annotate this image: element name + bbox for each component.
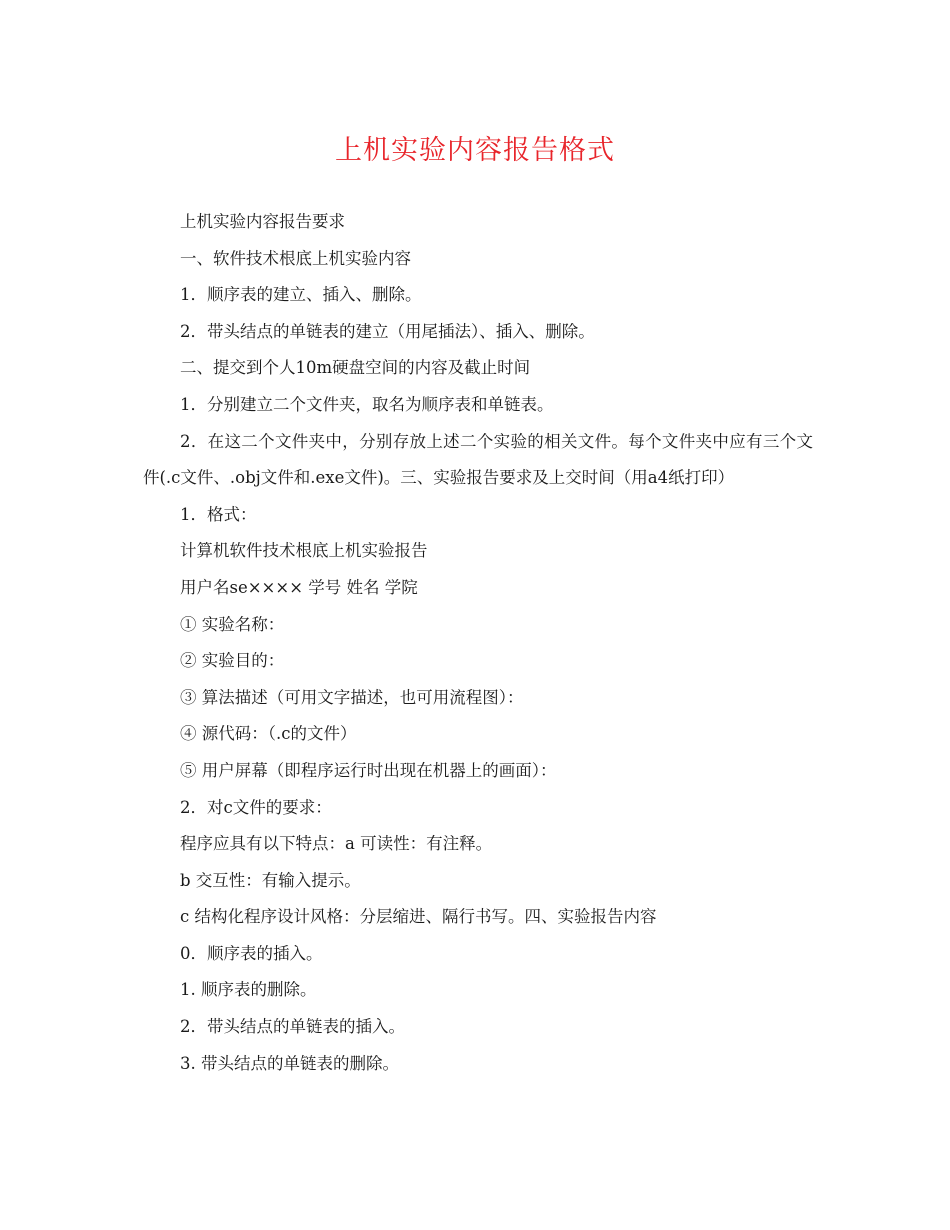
requirement-line: 程序应具有以下特点：a 可读性：有注释。 — [180, 834, 493, 854]
paragraph-report-requirements: 上机实验内容报告要求 — [180, 212, 345, 231]
report-field: ⑤ 用户屏幕（即程序运行时出现在机器上的画面）： — [180, 760, 557, 780]
report-field: ② 实验目的： — [180, 651, 285, 671]
report-field: ① 实验名称： — [180, 614, 285, 634]
section-heading-1: 一、软件技术根底上机实验内容 — [180, 248, 411, 268]
requirement-line: c 结构化程序设计风格：分层缩进、隔行书写。四、实验报告内容 — [180, 907, 657, 927]
document-body — [143, 204, 813, 1082]
list-item: 1. 顺序表的删除。 — [180, 980, 317, 1000]
report-field: ④ 源代码：（.c的文件） — [180, 724, 357, 744]
list-item: 1．顺序表的建立、插入、删除。 — [180, 285, 422, 305]
list-item: 2．带头结点的单链表的建立（用尾插法）、插入、删除。 — [180, 321, 595, 341]
list-item: 0．顺序表的插入。 — [180, 943, 323, 963]
report-header-line: 计算机软件技术根底上机实验报告 — [180, 541, 428, 561]
section-heading-2: 二、提交到个人10m硬盘空间的内容及截止时间 — [180, 358, 531, 378]
list-item: 3. 带头结点的单链表的删除。 — [180, 1053, 399, 1073]
list-item: 2．对c文件的要求： — [180, 797, 332, 817]
document-title: 上机实验内容报告格式 — [335, 135, 615, 166]
user-info-line: 用户名se×××× 学号 姓名 学院 — [180, 577, 418, 597]
list-item: 1．分别建立二个文件夹，取名为顺序表和单链表。 — [180, 394, 554, 414]
report-field: ③ 算法描述（可用文字描述，也可用流程图）： — [180, 687, 524, 707]
list-item: 2．带头结点的单链表的插入。 — [180, 1017, 405, 1037]
list-item-multiline: 2．在这二个文件夹中，分别存放上述二个实验的相关文件。每个文件夹中应有三个文件(.c文件、.obj文件和.exe文件)。三、实验报告要求及上交时间（用a4纸打印） — [143, 431, 813, 488]
requirement-line: b 交互性：有输入提示。 — [180, 870, 361, 890]
list-item: 1．格式： — [180, 504, 257, 524]
